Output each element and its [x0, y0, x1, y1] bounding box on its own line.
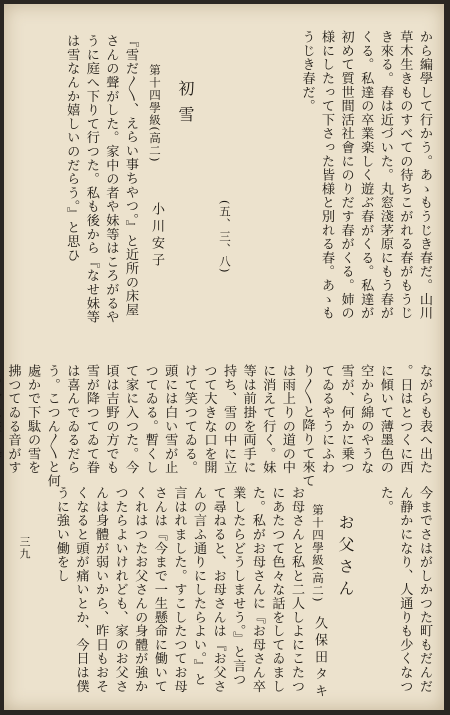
- page-number: 三九: [18, 536, 31, 560]
- previous-essay-date: (五、三、八): [218, 200, 232, 274]
- otousan-body: お母さんと私と二人しよにこたつにあたつて色々な話をしてゐました。私がお母さんに『お母さん卒業したらどうしませう。』と言つて尋ねると、お母さんは『お父さんの言ふ通りにしたらよい。』と言はれました。すこしたつてお母さんは『今まで一生懸命に働いてくれはつたお父さんの身體が強かつたらよいけれども、家のお父さんは身體が弱いから、昨日もおそくなると頭が痛いとか、今日は僕うに強い働をし: [53, 486, 304, 693]
- hatsuyuki-body-part2: ながらも表へ出た。日はとつくに西に傾いて薄墨色の空から綿のやうな雪が、何かに乗つてゐるやうにふわり〳〵と降りて來ては雨上りの道の中に消えて行く。妹等は前掛を両手に持ち、雪の中に立つて大きな口を開けて笑つてゐる。頭には白い雪が止つてゐる。暫くして家に入つた。今頃は吉野の方でも雪が降つてゐて眷は喜んでゐるだらう。こつん〳〵と何處かで下駄の雪を拂つてゐる音がす: [5, 364, 432, 488]
- otousan-previous-ending: 今までさはがしかつた町もだんだん静かになり、人通りも少くなつた。: [377, 486, 432, 693]
- previous-essay-ending: から編學して行かう。あゝもうじき春だ。山川草木生きものすべての待ちこがれる春がもうじき來る。春は近づいた。丸窓淺茅原にもう春がくる。私達の卒業楽しく遊ぶ春がくる。私達が初めて質世間活社會にのりだす春がくる。姉の様にしたって下さった皆様と別れる春。あゝもうじき春だ。: [299, 30, 432, 320]
- hatsuyuki-body-part1: 『雪だ〳〵、えらい事ちやつ。』と近所の床屋さんの聲がした。家中の者や妹等はころがるやうに庭へ下りて行つた。私も後から『なせ妹等は雪なんか嬉しいのだらう。』と思ひ: [64, 34, 138, 324]
- otousan-class-label: 第十四學級(高二): [311, 504, 325, 603]
- otousan-author: 久保田タキ: [312, 616, 327, 701]
- hatsuyuki-class-label: 第十四學級(高二): [148, 64, 162, 163]
- book-page: [4, 4, 444, 710]
- hatsuyuki-author: 小川安子: [149, 202, 164, 270]
- essay-title-hatsuyuki: 初雪: [176, 80, 195, 132]
- essay-title-otousan: お父さん: [336, 514, 355, 602]
